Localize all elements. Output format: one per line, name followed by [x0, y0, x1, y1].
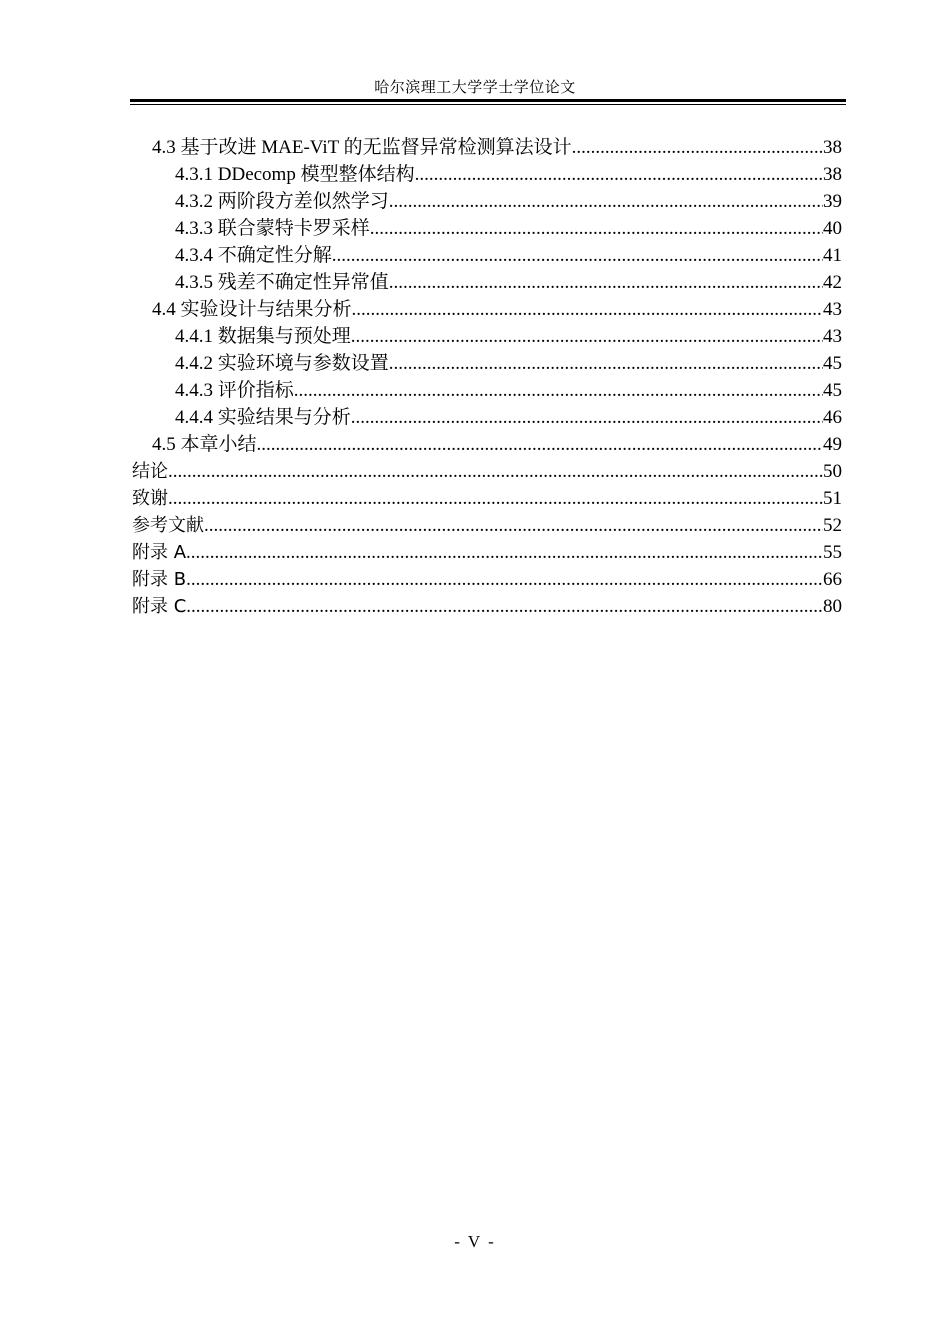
toc-entry[interactable] [0, 457, 950, 484]
toc-entry-page: 39 [823, 191, 842, 212]
toc-entry-title: 附录 A [132, 542, 187, 563]
toc-leader-dots [168, 487, 823, 511]
toc-entry[interactable] [0, 511, 950, 538]
toc-entry-title: 附录 C [132, 596, 187, 617]
toc-entry-title: 4.3.1 DDecomp 模型整体结构 [175, 164, 415, 185]
toc-entry[interactable] [0, 295, 950, 322]
toc-entry[interactable] [0, 133, 950, 160]
toc-entry-page: 38 [823, 137, 842, 158]
toc-leader-dots [370, 217, 823, 241]
toc-entry-page: 45 [823, 353, 842, 374]
toc-leader-dots [389, 271, 823, 295]
running-header: 哈尔滨理工大学学士学位论文 [374, 80, 576, 96]
toc-entry-page: 50 [823, 461, 842, 482]
toc-entry-page: 38 [823, 164, 842, 185]
toc-entry-title: 4.3 基于改进 MAE-ViT 的无监督异常检测算法设计 [152, 137, 572, 158]
toc-entry-page: 45 [823, 380, 842, 401]
toc-leader-dots [257, 433, 823, 457]
toc-entry-page: 43 [823, 326, 842, 347]
toc-entry-title: 4.4.1 数据集与预处理 [175, 326, 351, 347]
toc-leader-dots [168, 460, 823, 484]
toc-entry[interactable] [0, 214, 950, 241]
toc-entry-page: 46 [823, 407, 842, 428]
toc-entry-title: 4.3.3 联合蒙特卡罗采样 [175, 218, 370, 239]
toc-leader-dots [351, 325, 823, 349]
toc-entry[interactable] [0, 376, 950, 403]
toc-leader-dots [389, 190, 823, 214]
toc-entry[interactable] [0, 187, 950, 214]
toc-entry-title: 结论 [132, 461, 168, 482]
toc-entry[interactable] [0, 538, 950, 565]
toc-entry[interactable] [0, 322, 950, 349]
toc-entry[interactable] [0, 430, 950, 457]
toc-leader-dots [415, 163, 823, 187]
page-number: - V - [454, 1232, 496, 1251]
toc-entry[interactable] [0, 403, 950, 430]
toc-entry-page: 41 [823, 245, 842, 266]
toc-entry[interactable] [0, 160, 950, 187]
toc-entry-page: 43 [823, 299, 842, 320]
toc-entry-page: 52 [823, 515, 842, 536]
toc-entry-title: 4.4 实验设计与结果分析 [152, 299, 352, 320]
toc-entry[interactable] [0, 268, 950, 295]
toc-entry-title: 参考文献 [132, 515, 204, 536]
toc-leader-dots [186, 595, 823, 619]
toc-entry-title: 4.4.4 实验结果与分析 [175, 407, 351, 428]
toc-leader-dots [572, 136, 823, 160]
toc-entry-page: 66 [823, 569, 842, 590]
toc-entry-page: 55 [823, 542, 842, 563]
toc-entry-title: 4.4.2 实验环境与参数设置 [175, 353, 389, 374]
toc-entry[interactable] [0, 592, 950, 619]
toc-entry-page: 51 [823, 488, 842, 509]
toc-leader-dots [352, 298, 823, 322]
toc-entry-title: 4.3.2 两阶段方差似然学习 [175, 191, 389, 212]
toc-leader-dots [186, 541, 823, 565]
toc-entry-title: 附录 B [132, 569, 187, 590]
toc-entry-title: 4.5 本章小结 [152, 434, 257, 455]
header-rule-thin [130, 104, 846, 105]
toc-entry-page: 40 [823, 218, 842, 239]
toc-entry[interactable] [0, 484, 950, 511]
toc-entry-page: 49 [823, 434, 842, 455]
toc-entry-title: 4.3.5 残差不确定性异常值 [175, 272, 389, 293]
header-rule-thick [130, 99, 846, 102]
toc-entry-title: 致谢 [132, 488, 168, 509]
toc-leader-dots [351, 406, 823, 430]
toc-leader-dots [204, 514, 823, 538]
toc-entry-title: 4.3.4 不确定性分解 [175, 245, 332, 266]
toc-entry-title: 4.4.3 评价指标 [175, 380, 294, 401]
toc-leader-dots [186, 568, 823, 592]
toc-entry-page: 42 [823, 272, 842, 293]
toc-entry[interactable] [0, 241, 950, 268]
toc-entry[interactable] [0, 349, 950, 376]
toc-leader-dots [294, 379, 823, 403]
toc-leader-dots [332, 244, 823, 268]
toc-entry-page: 80 [823, 596, 842, 617]
toc-entry[interactable] [0, 565, 950, 592]
toc-leader-dots [389, 352, 823, 376]
